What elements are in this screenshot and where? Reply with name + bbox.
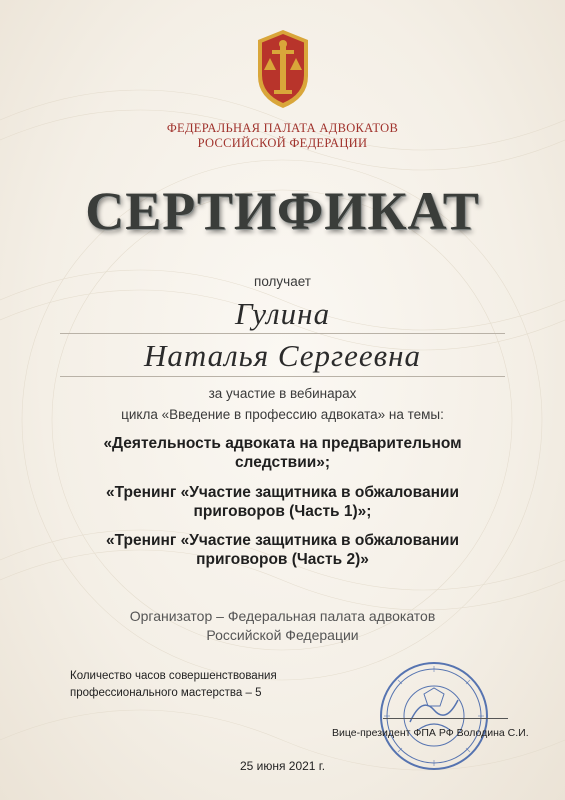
topic-line: приговоров (Часть 2)» xyxy=(196,551,369,568)
hours-block xyxy=(70,668,277,702)
fpa-emblem-icon xyxy=(252,28,314,110)
issue-date: 25 июня 2021 г. xyxy=(239,759,326,773)
receives-label: получает xyxy=(254,274,311,289)
signature-line xyxy=(383,718,508,719)
hours-line-2: профессионального мастерства – 5 xyxy=(70,687,262,699)
topic-line: «Тренинг «Участие защитника в обжаловании xyxy=(106,484,459,501)
fpa-seal-stamp-icon xyxy=(378,660,490,772)
topic-item xyxy=(0,531,565,569)
topic-line: «Деятельность адвоката на предварительном xyxy=(103,435,462,452)
org-line-2: РОССИЙСКОЙ ФЕДЕРАЦИИ xyxy=(197,136,368,150)
topic-line: следствии»; xyxy=(234,454,331,471)
hours-line-1: Количество часов совершенствования xyxy=(70,670,277,682)
organizer-line-2: Российской Федерации xyxy=(206,627,359,643)
participation-line-2: цикла «Введение в профессию адвоката» на темы: xyxy=(121,407,444,422)
org-line-1: ФЕДЕРАЛЬНАЯ ПАЛАТА АДВОКАТОВ xyxy=(166,121,399,135)
organizer-block xyxy=(0,607,565,645)
topic-item xyxy=(0,483,565,521)
organization-name xyxy=(0,121,565,151)
signatory-name: Вице-президент ФПА РФ Володина С.И. xyxy=(332,727,529,739)
recipient-given-names: Наталья Сергеевна xyxy=(143,338,422,373)
participation-line-1: за участие в вебинарах xyxy=(208,386,357,401)
divider-rule xyxy=(60,333,505,334)
topic-line: приговоров (Часть 1)»; xyxy=(193,503,372,520)
organizer-line-1: Организатор – Федеральная палата адвокатов xyxy=(129,608,436,624)
topic-item xyxy=(0,434,565,472)
topic-line: «Тренинг «Участие защитника в обжаловании xyxy=(106,532,459,549)
recipient-surname: Гулина xyxy=(234,296,331,331)
certificate-title: СЕРТИФИКАТ xyxy=(85,181,480,241)
divider-rule xyxy=(60,376,505,377)
